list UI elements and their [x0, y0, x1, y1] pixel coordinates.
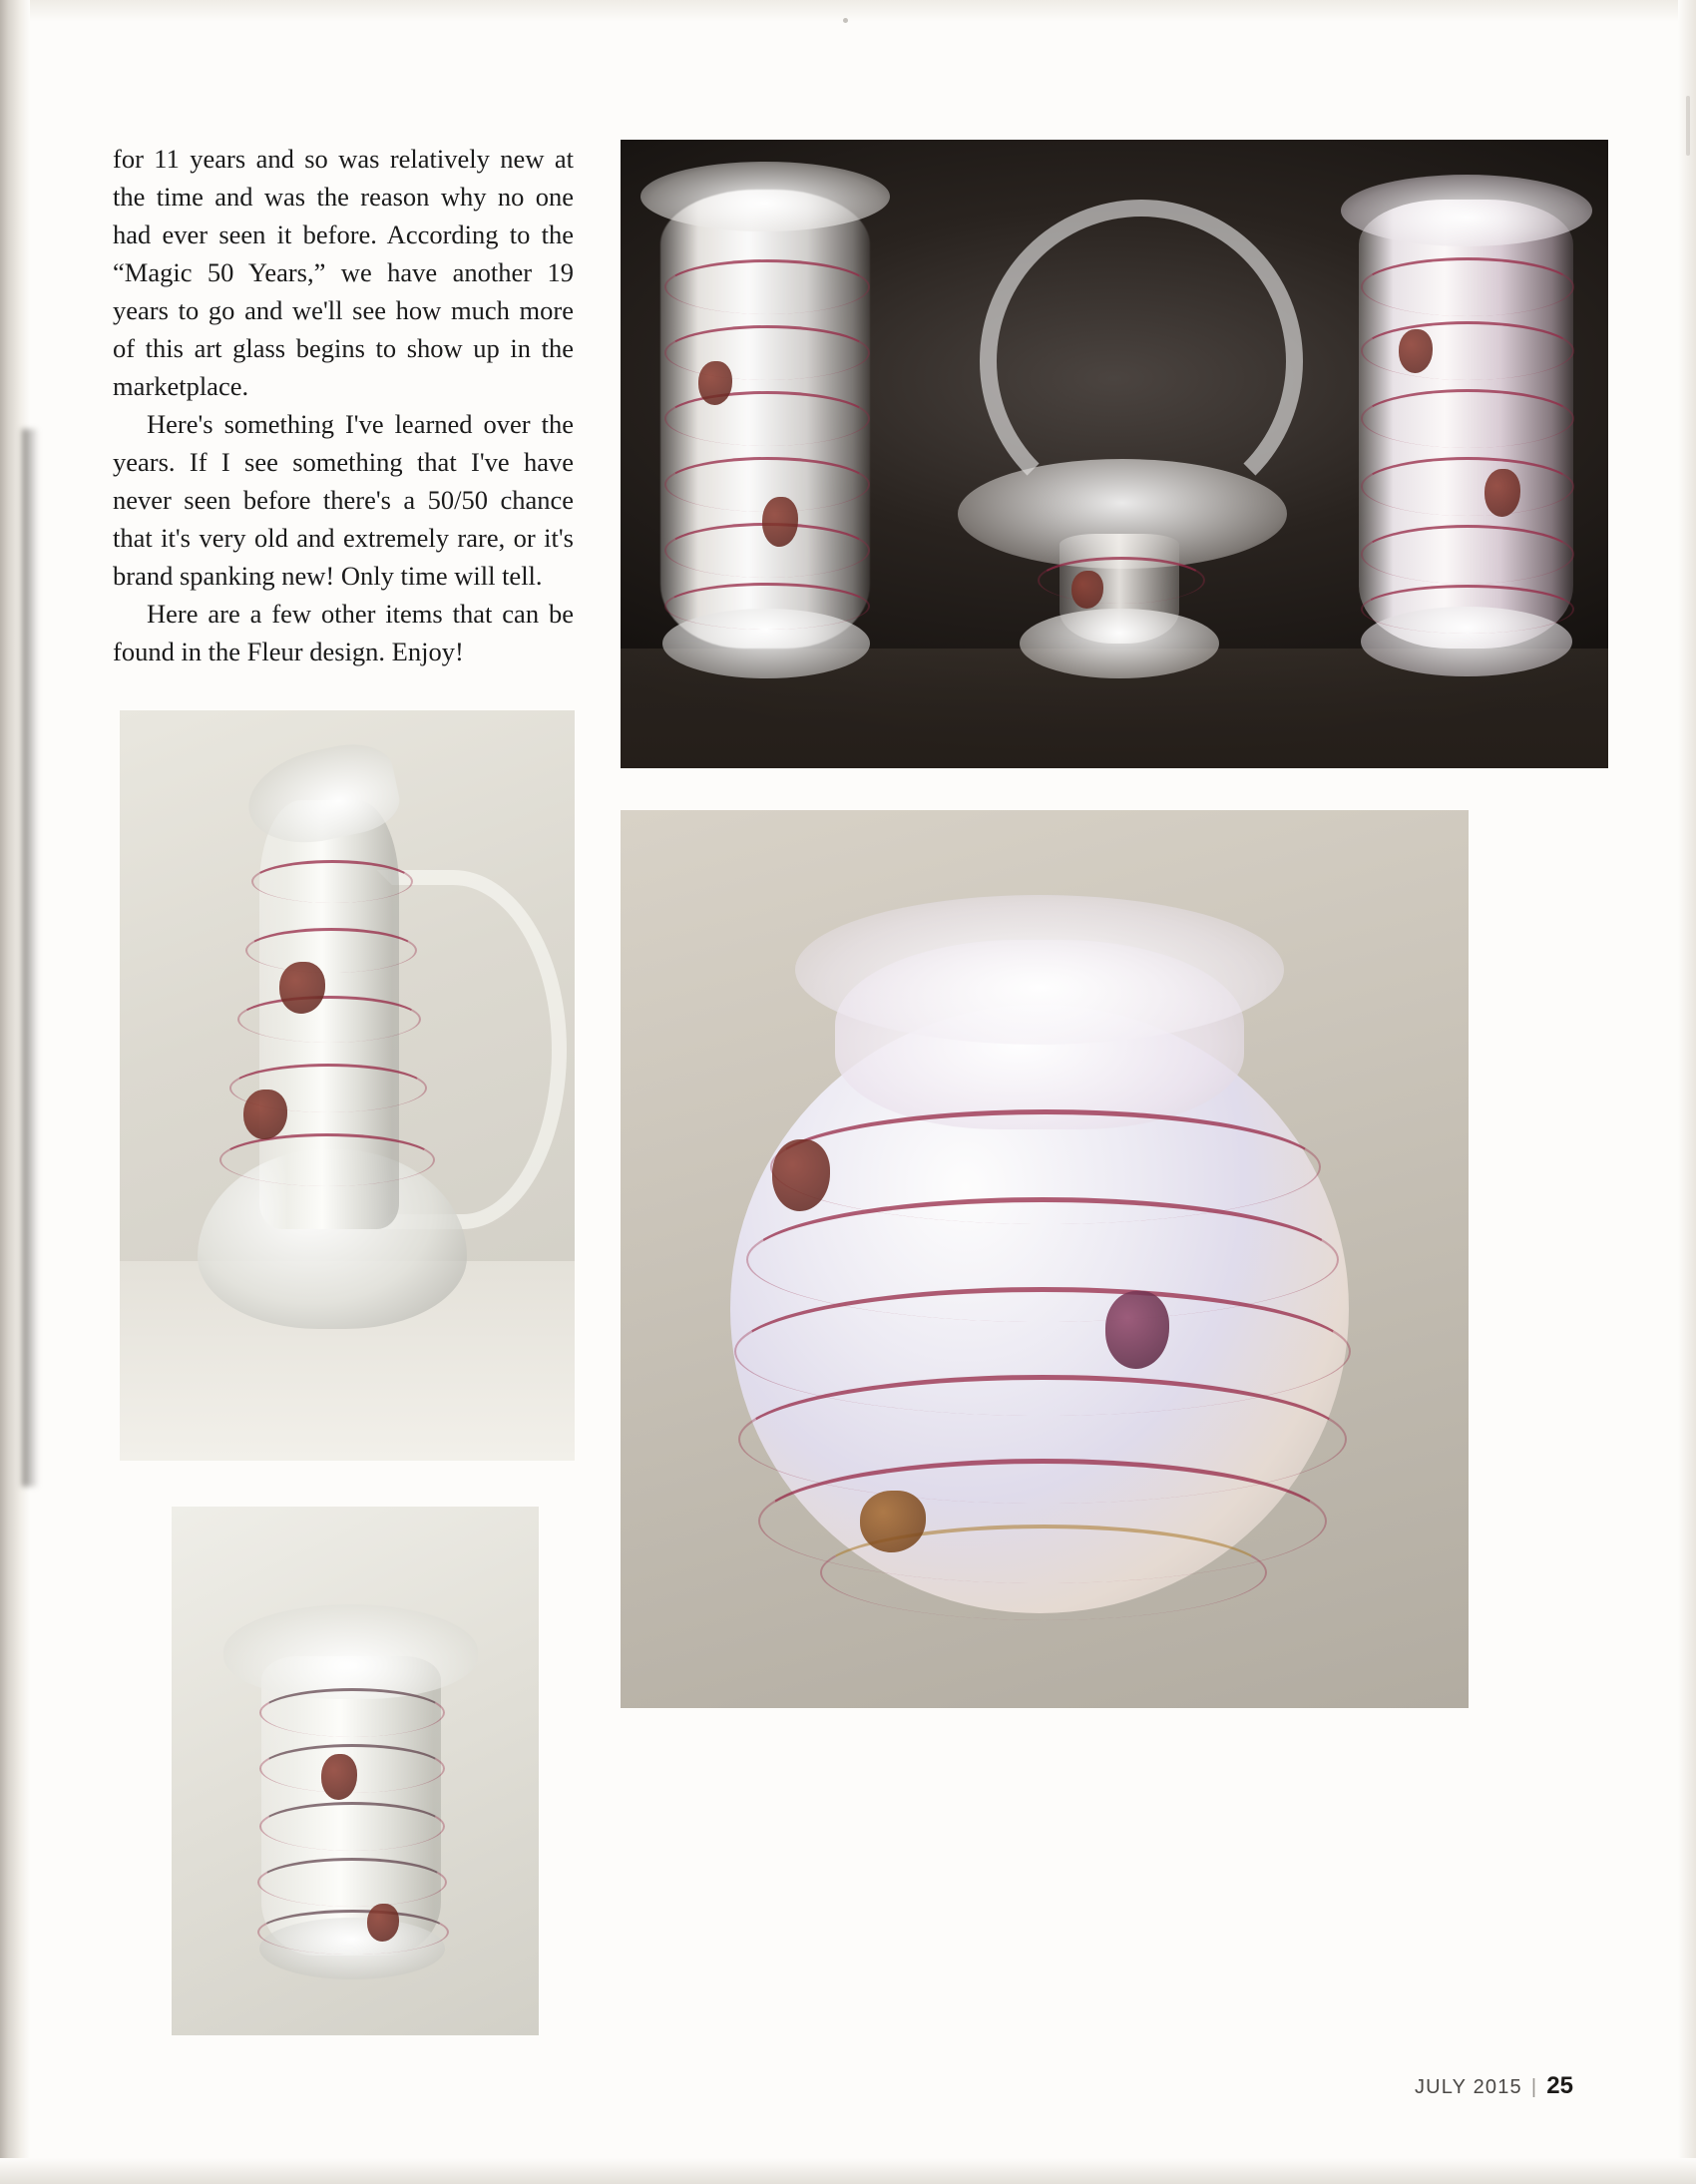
- article-body: [113, 140, 574, 670]
- threading-swirl: [259, 1802, 445, 1851]
- basket-foot: [1020, 609, 1219, 678]
- slim-vase-ruffled-rim: [640, 162, 890, 231]
- threading-swirl: [664, 391, 870, 446]
- flared-vase-rim: [1341, 175, 1592, 246]
- scan-gutter-shadow: [22, 429, 38, 1487]
- threading-swirl: [664, 325, 870, 380]
- scan-edge-bottom: [0, 2158, 1696, 2184]
- glass-ewer-photo: [120, 710, 575, 1461]
- scan-speck: [1686, 96, 1690, 156]
- scan-edge-top: [0, 0, 1696, 22]
- article-paragraph-2: Here's something I've learned over the years. If I see something that I've have never seen before there's a 50/50 chance that it's very old and extremely rare, or it's brand spanking new! Only time will tell.: [113, 409, 574, 591]
- article-paragraph-3: Here are a few other items that can be found in the Fleur design. Enjoy!: [113, 599, 574, 666]
- threading-swirl: [1361, 389, 1574, 448]
- threading-swirl: [257, 1858, 447, 1907]
- issue-date: JULY 2015: [1414, 2076, 1522, 2098]
- threading-swirl: [1038, 557, 1205, 604]
- scan-speck: [843, 18, 848, 23]
- threading-swirl: [664, 259, 870, 314]
- rose-bowl-ruffled-rim: [795, 895, 1284, 1045]
- threading-swirl: [237, 996, 421, 1043]
- threading-swirl: [1361, 457, 1574, 516]
- page-footer: [1415, 2072, 1573, 2100]
- threading-swirl: [1361, 257, 1574, 316]
- small-flared-vase-photo: [172, 1507, 539, 2035]
- page-number: 25: [1546, 2072, 1573, 2099]
- three-piece-glass-group-photo: [621, 140, 1608, 768]
- threading-swirl: [219, 1133, 435, 1186]
- rose-bowl-photo: [621, 810, 1469, 1708]
- small-vase-flared-rim: [223, 1604, 478, 1699]
- threading-swirl: [245, 928, 417, 973]
- article-paragraph-1: for 11 years and so was relatively new at the time and was the reason why no one had ever seen it before. According to the “Magic 50 Years,” we have another 19 years to go and we'll see how much more of this art glass begins to show up in the marketplace.: [113, 144, 574, 401]
- scan-edge-right: [1678, 0, 1696, 2184]
- threading-swirl: [251, 860, 413, 903]
- threading-swirl: [257, 1910, 449, 1955]
- threading-swirl: [259, 1688, 445, 1737]
- footer-separator: |: [1530, 2076, 1538, 2098]
- threading-swirl: [1361, 321, 1574, 380]
- threading-swirl: [1361, 525, 1574, 584]
- threading-swirl: [664, 583, 870, 630]
- threading-swirl: [1361, 585, 1574, 634]
